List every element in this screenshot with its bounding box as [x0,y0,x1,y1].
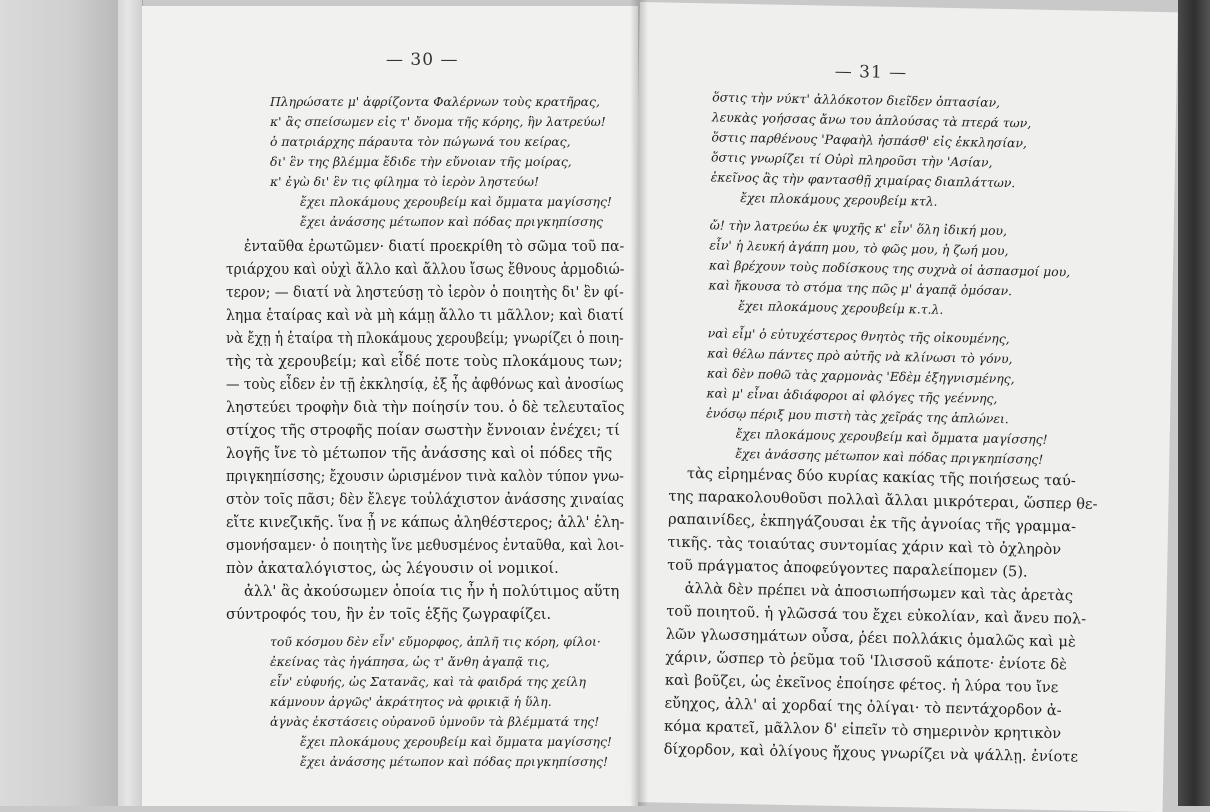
prose-line: πὸν ἀκαταλόγιστος, ὡς λέγουσιν οἱ νομικοί. [226,560,559,577]
verse-line: ἔχει πλοκάμους χερουβείμ καὶ ὄμματα μαγίσσης! [735,425,1048,447]
prose-line: σμονήσαμεν· ὁ ποιητὴς ἴνε μεθυσμένος ἐνταῦθα, καὶ λοι- [226,537,624,554]
verse-line: ναὶ εἶμ' ὁ εὐτυχέστερος θνητὸς τῆς οἰκουμένης, [707,325,1010,347]
prose-line: στίχος τῆς στροφῆς ποίαν σωστὴν ἔννοιαν ἐνέχει; τί [226,422,620,439]
verse-line: ἔχει ἀνάσσης μέτωπον καὶ πόδας πριγκηπίσσης [300,214,603,229]
prose-line: τικῆς. τὰς τοιαύτας συντομίας χάριν καὶ τὸ ὀχληρὸν [667,533,1062,559]
verse-line: δι' ἓν της βλέμμα ἔδιδε τὴν εὔνοιαν τῆς μοίρας, [270,154,572,169]
prose-line: δίχορδον, καὶ ὀλίγους ἤχους γνωρίζει νὰ ψάλλῃ. ἐνίοτε [663,740,1079,766]
prose-line: λογῆς ἴνε τὸ μέτωπον τῆς ἀνάσσης καὶ οἱ πόδες τῆς [226,445,613,462]
prose-line: λῶν γλωσσημάτων οὖσα, ῥέει πολλάκις ὁμαλῶς καὶ μὲ [665,625,1076,651]
verse-line: ὁ πατριάρχης πάραυτα τὸν πώγωνά του κείρας, [270,134,571,149]
prose-line: τοῦ πράγματος ἀποφεύγοντες παραλείπομεν (5). [667,556,1028,581]
verse-line: ἐκεῖνος ἂς τὴν φαντασθῇ χιμαίρας διαπλάττων. [710,169,1016,191]
prose-line: καὶ βοῦζει, ὡς ἐκεῖνος ἐποίησε φέτος. ἡ λύρα του ἴνε [664,671,1059,697]
verse-line: καὶ μ' εἶναι ἀδιάφοροι αἱ φλόγες τῆς γεέννης, [706,385,998,406]
prose-line: εἴτε κινεζικῆς. ἵνα ᾖ νε κάπως ἀληθέστερος; ἀλλ' ἐλη- [226,514,625,531]
left-page-edges [0,0,118,806]
verse-line: Πληρώσατε μ' ἀφρίζοντα Φαλέρνων τοὺς κρατῆρας, [270,94,600,109]
prose-line: εὔηχος, ἀλλ' αἱ χορδαί της ὀλίγαι· τὸ πεντάχορδον ἀ- [664,694,1062,720]
page-number: — 31 — [834,61,908,84]
verse-line: ἔχει ἀνάσσης μέτωπον καὶ πόδας πριγκηπίσσης! [300,754,608,769]
prose-line: νὰ ἔχῃ ἡ ἑταίρα τὴ πλοκάμους χερουβείμ; γνωρίζει ὁ ποιη- [226,330,624,347]
verse-line: ἔχει ἀνάσσης μέτωπον καὶ πόδας πριγκηπίσσης! [735,445,1044,467]
prose-line: ραπαινίδες, ἐκπηγάζουσαι ἐκ τῆς ἀγνοίας τῆς γραμμα- [667,510,1077,536]
prose-line: της παρακολουθοῦσι πολλαὶ ἄλλαι μικρότεραι, ὥσπερ θε- [668,487,1098,513]
left-page-stack [118,0,143,806]
verse-line: κ' ἂς σπείσωμεν εἰς τ' ὄνομα τῆς κόρης, ἣν λατρεύω! [270,114,606,129]
left-page [142,6,638,806]
verse-line: ἔχει πλοκάμους χερουβείμ καὶ ὄμματα μαγίσσης! [300,194,612,209]
verse-line: λευκὰς γοήσσας ἄνω του ἁπλούσας τὰ πτερά των, [711,109,1032,131]
verse-line: ἔχει πλοκάμους χερουβείμ κ.τ.λ. [738,297,944,317]
verse-line: ὅστις τὴν νύκτ' ἀλλόκοτον διεῖδεν ὀπτασίαν, [712,89,1001,110]
prose-line: ἀλλὰ δὲν πρέπει νὰ ἀποσιωπήσωμεν καὶ τὰς ἀρετὰς [684,579,1074,605]
verse-line: εἶν' εὐφυής, ὡς Σατανᾶς, καὶ τὰ φαιδρά της χείλη [270,674,586,689]
page-number: — 30 — [386,50,459,70]
verse-line: καὶ δὲν ποθῶ τὰς χαρμονὰς 'Εδὲμ ἐξηγνισμένης, [706,365,1015,387]
book-cover-edge [1178,0,1210,806]
prose-line: τὰς εἰρημένας δύο κυρίας κακίας τῆς ποιήσεως ταύ- [686,464,1076,490]
prose-line: πριγκηπίσσης; ἔχουσιν ὡρισμένον τινὰ καλὸν τύπον γνω- [226,468,624,485]
prose-line: σύντροφός του, ἣν ἐν τοῖς ἑξῆς ζωγραφίζει. [226,606,552,623]
verse-line: εἶν' ἡ λευκή ἀγάπη μου, τὸ φῶς μου, ἡ ζωή μου, [709,237,1009,259]
prose-line: λημα ἑταίρας καὶ νὰ μὴ κάμῃ ἄλλο τι μᾶλλον; καὶ διατί [226,307,624,324]
prose-line: χάριν, ὥσπερ τὸ ῥεῦμα τοῦ 'Ιλισσοῦ κάποτε· ἐνίοτε δὲ [665,648,1068,674]
verse-line: τοῦ κόσμου δὲν εἶν' εὔμορφος, ἀπλῆ τις κόρη, φίλοι· [270,634,601,649]
prose-line: κόμα κρατεῖ, μᾶλλον δ' εἰπεῖν τὸ σημερινὸν κρητικὸν [663,717,1062,743]
verse-line: καὶ βρέχουν τοὺς ποδίσκους της συχνὰ οἱ ἀσπασμοί μου, [708,257,1071,280]
verse-line: καὶ θέλω πάντες πρὸ αὐτῆς νὰ κλίνωσι τὸ γόνυ, [707,345,1013,367]
verse-line: ὤ! τὴν λατρεύω ἐκ ψυχῆς κ' εἶν' ὅλη ἰδική μου, [709,217,1008,239]
prose-line: τερον; — διατί νὰ ληστεύσῃ τὸ ἱερὸν ὁ ποιητὴς δι' ἓν φί- [226,284,624,301]
prose-line: ἀλλ' ἂς ἀκούσωμεν ὁποία τις ἦν ἡ πολύτιμος αὕτη [244,583,620,600]
prose-line: τριάρχου καὶ οὐχὶ ἄλλο καὶ ἄλλου ἴσως ἔθνους ἁρμοδιώ- [226,261,625,278]
verse-line: ἔχει πλοκάμους χερουβείμ κτλ. [740,189,938,209]
prose-line: στὸν τοῖς πᾶσι; δὲν ἔλεγε τοὐλάχιστον ἀνάσσης χιναίας [226,491,624,508]
prose-line: τοῦ ποιητοῦ. ἡ γλῶσσά του ἔχει εὐκολίαν, καὶ ἄνευ πολ- [666,602,1087,628]
verse-line: ἁγνὰς ἐκστάσεις οὐρανοῦ ὑμνοῦν τὰ βλέμματά της! [270,714,600,729]
prose-line: τὴς τὰ χερουβείμ; καὶ εἶδέ ποτε τοὺς πλοκάμους των; [226,353,623,370]
verse-line: ἐνόσῳ πέριξ μου πιστὴ τὰς χεῖράς της ἁπλώνει. [705,405,1009,427]
verse-line: ὅστις γνωρίζει τί Οὐρὶ πληροῦσι τὴν 'Ασίαν, [710,149,993,170]
verse-line: ὅστις παρθένους 'Ραφαὴλ ἠσπάσθ' εἰς ἐκκλησίαν, [711,129,1028,151]
verse-line: κ' ἐγὼ δι' ἓν τις φίλημα τὸ ἱερὸν ληστεύω! [270,174,539,189]
prose-line: — τοὺς εἶδεν ἐν τῇ ἐκκλησίᾳ, ἐξ ἧς ἀφθόνως καὶ ἀνοσίως [226,376,624,393]
prose-line: ληστεύει τροφὴν διὰ τὴν ποίησίν του. ὁ δὲ τελευταῖος [226,399,625,416]
right-page [625,2,1178,812]
verse-line: ἔχει πλοκάμους χερουβείμ καὶ ὄμματα μαγίσσης! [300,734,612,749]
verse-line: κάμνουν ἀργῶς' ἀκράτητος νὰ φρικιᾷ ἡ ὕλη. [270,694,552,709]
verse-line: ἐκείνας τὰς ἠγάπησα, ὡς τ' ἄνθη ἀγαπᾷ τις, [270,654,550,669]
verse-line: καὶ ἤκουσα τὸ στόμα της πῶς μ' ἀγαπᾷ ὁμόσαν. [708,277,1013,299]
prose-line: ἐνταῦθα ἐρωτῶμεν· διατί προεκρίθη τὸ σῶμα τοῦ πα- [244,238,625,255]
